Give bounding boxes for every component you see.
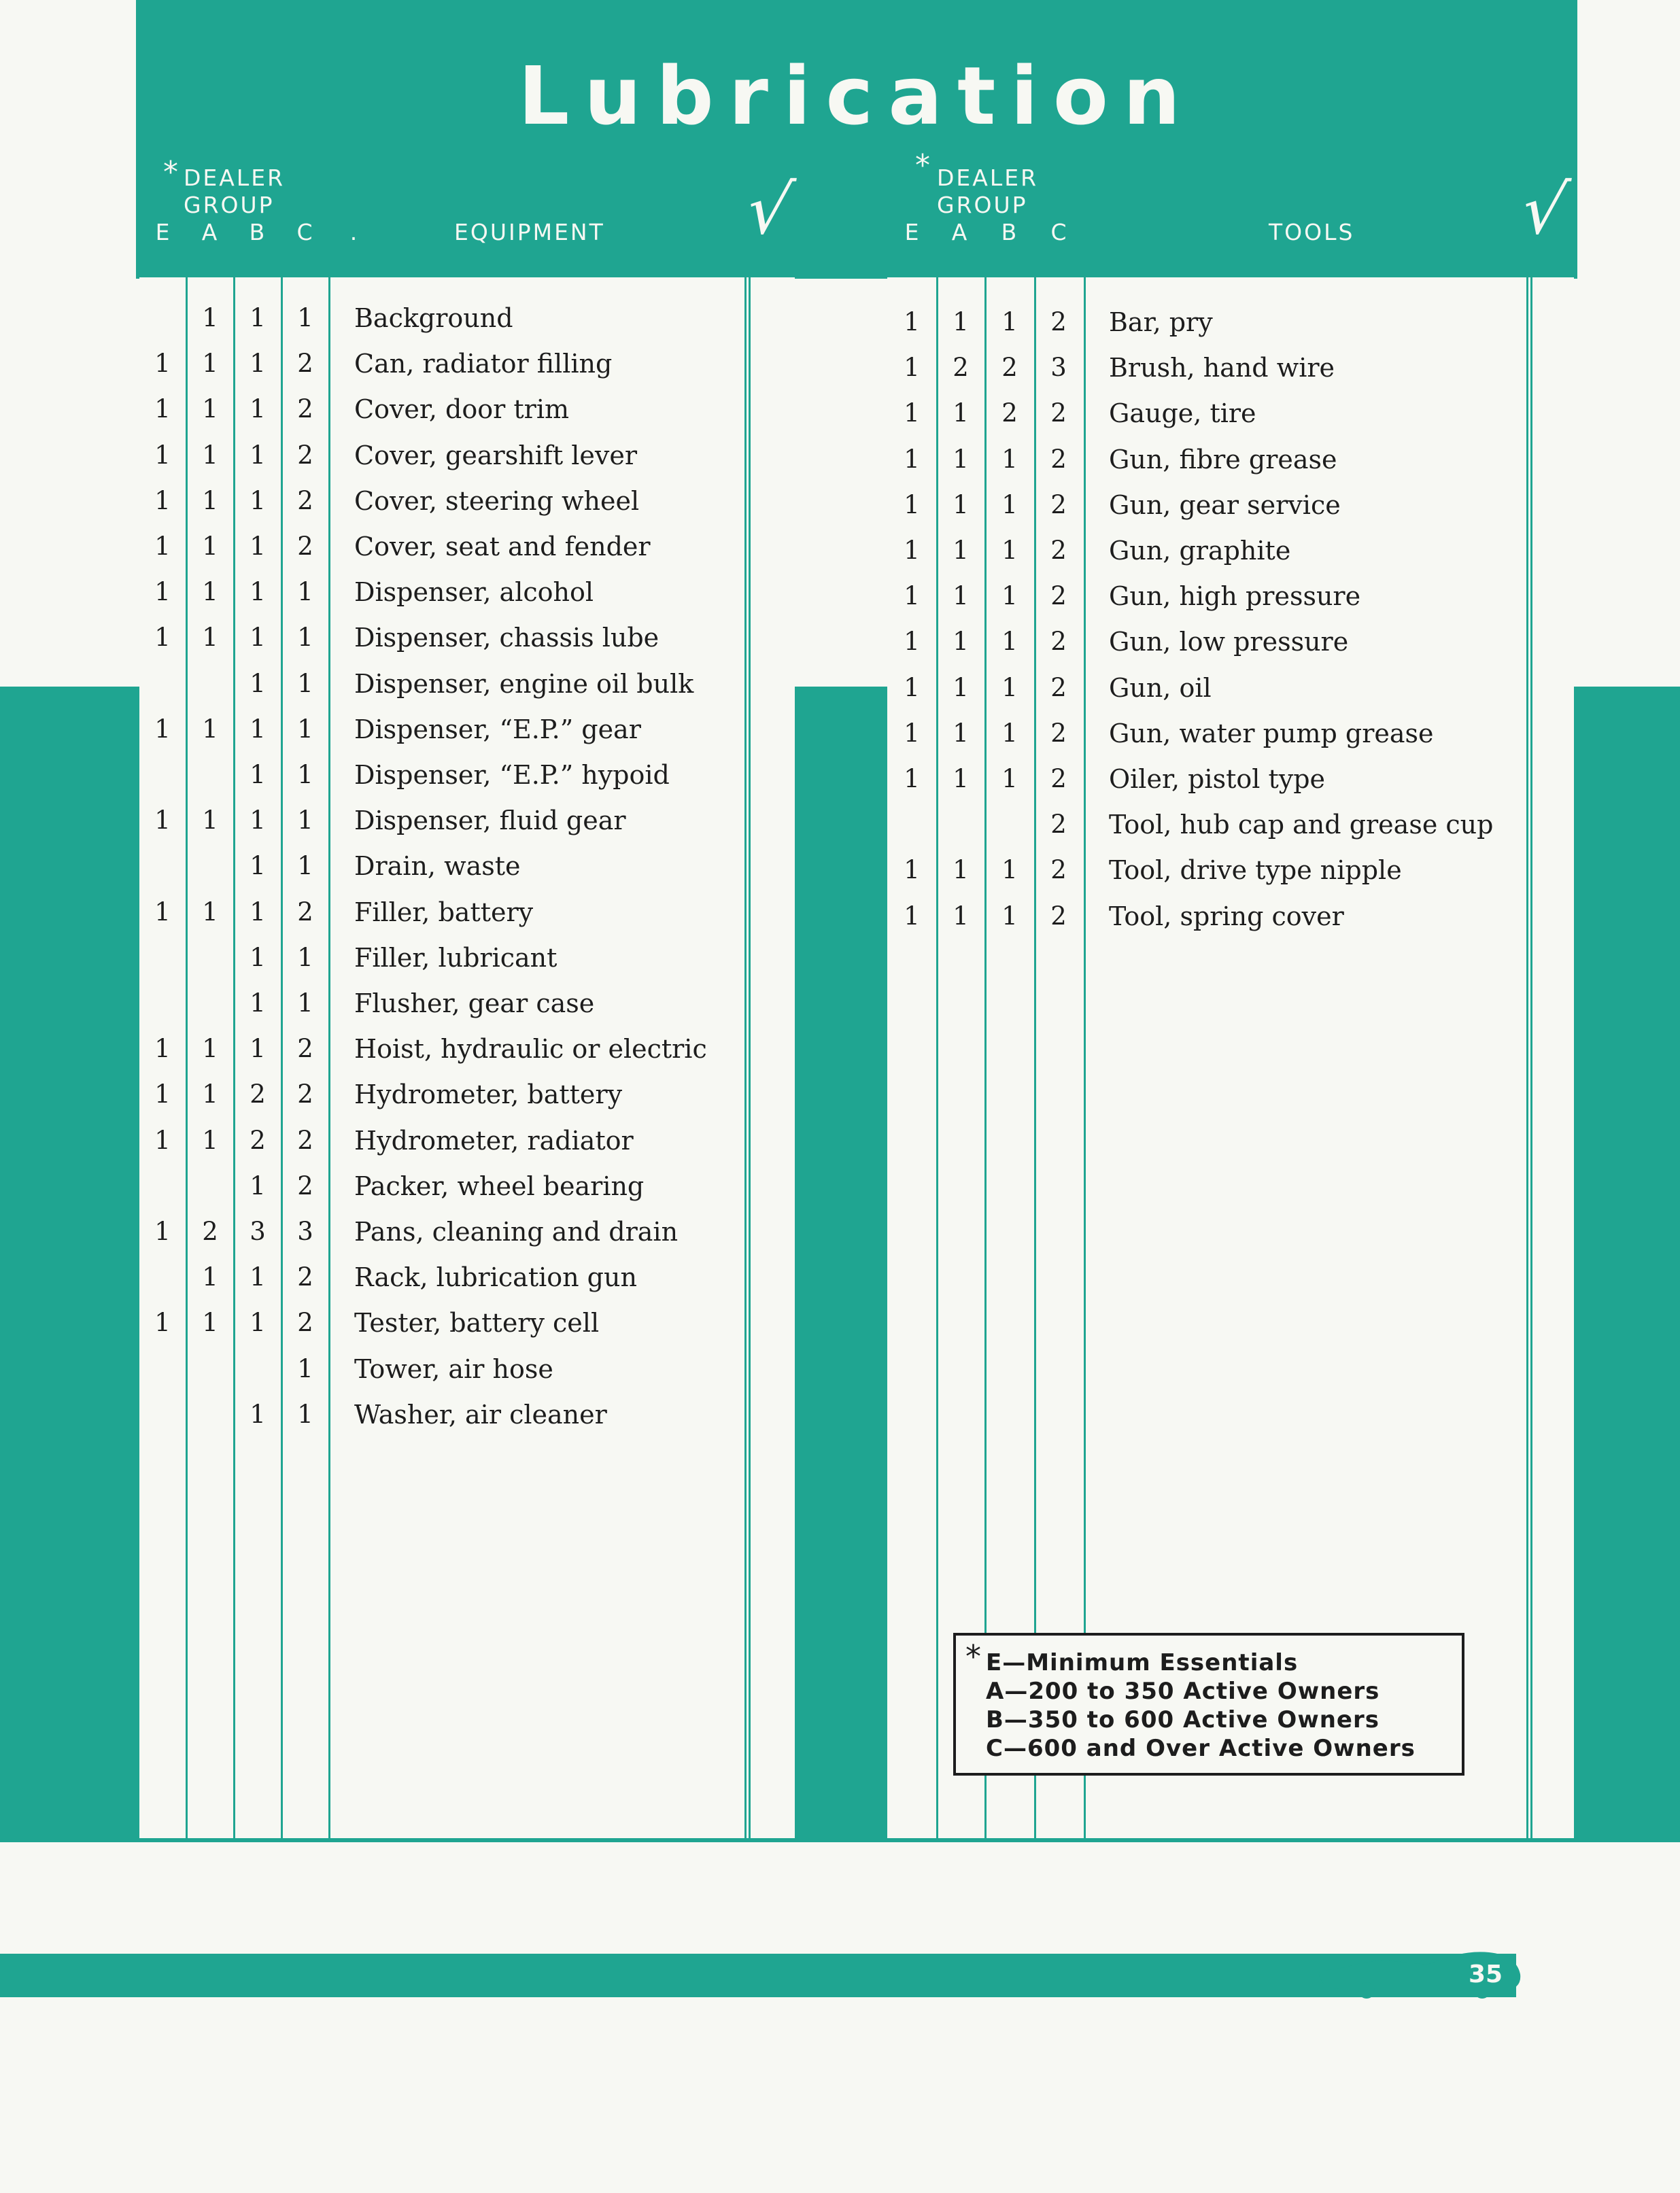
group-c-quantity: 3 [1050,353,1067,383]
header-star-right: * [915,148,930,183]
table-row [139,299,795,344]
table-row [887,303,1574,348]
group-e-quantity: 1 [904,901,920,931]
group-c-quantity: 1 [297,988,313,1018]
page-title: Lubrication [518,49,1195,143]
dealer-label-left: DEALER [184,165,286,191]
item-name: Washer, air cleaner [354,1399,607,1430]
group-e-quantity: 1 [154,714,171,744]
group-b-quantity: 1 [250,1262,266,1292]
header-star-left: * [163,155,178,190]
check-mark-right: √ [1515,170,1574,249]
item-name: Tool, hub cap and grease cup [1109,810,1494,840]
group-a-quantity: 1 [953,764,969,793]
item-name: Gun, graphite [1109,536,1291,566]
group-e-quantity: 1 [904,581,920,611]
group-c-quantity: 1 [297,1399,313,1429]
group-a-quantity: 1 [202,303,218,332]
item-name: Brush, hand wire [1109,353,1335,383]
group-c-quantity: 2 [1050,536,1067,565]
group-c-quantity: 1 [297,577,313,607]
table-row [887,851,1574,896]
group-e-quantity: 1 [154,806,171,835]
table-row [139,984,795,1029]
group-b-quantity: 1 [250,1399,266,1429]
group-c-quantity: 2 [297,532,313,561]
group-a-quantity: 1 [953,855,969,885]
group-c-quantity: 2 [1050,627,1067,657]
group-e-quantity: 1 [154,485,171,515]
group-e-quantity: 1 [154,1217,171,1246]
table-row [139,801,795,846]
table-row [139,710,795,755]
group-b-quantity: 1 [250,942,266,972]
group-a-quantity: 1 [202,806,218,835]
item-name: Tester, battery cell [354,1308,600,1339]
group-label-right: GROUP [937,192,1028,218]
table-row [887,577,1574,622]
table-row [139,665,795,710]
group-a-quantity: 1 [953,901,969,931]
group-b-quantity: 1 [1001,444,1018,474]
group-c-quantity: 1 [297,760,313,789]
group-a-quantity: 1 [202,1034,218,1064]
table-row [139,1213,795,1258]
item-name: Can, radiator filling [354,349,613,379]
item-name: Dispenser, alcohol [354,577,594,608]
item-name: Tool, drive type nipple [1109,855,1402,886]
group-b-quantity: 1 [1001,718,1018,748]
item-name: Gauge, tire [1109,398,1256,429]
group-a-quantity: 1 [953,398,969,428]
group-b-quantity: 2 [1001,353,1018,383]
header-dot: . [349,219,358,245]
group-b-quantity: 1 [1001,764,1018,793]
group-b-quantity: 1 [1001,855,1018,885]
group-e-quantity: 1 [154,532,171,561]
group-a-quantity: 1 [202,1125,218,1155]
table-row [139,1122,795,1167]
group-b-quantity: 1 [1001,489,1018,519]
group-a-quantity: 1 [953,444,969,474]
group-a-quantity: 1 [202,1262,218,1292]
group-b-quantity: 1 [1001,536,1018,565]
group-c-quantity: 2 [297,1308,313,1338]
table-row [139,1258,795,1303]
group-c-quantity: 2 [1050,672,1067,702]
group-b-quantity: 1 [250,1171,266,1201]
group-b-quantity: 1 [1001,581,1018,611]
group-c-quantity: 2 [1050,718,1067,748]
group-c-quantity: 2 [297,440,313,470]
item-name: Hydrometer, radiator [354,1125,634,1156]
group-a-quantity: 1 [953,718,969,748]
letter-c: C [296,219,313,245]
item-name: Cover, gearshift lever [354,440,637,470]
group-b-quantity: 1 [250,485,266,515]
group-a-quantity: 1 [202,485,218,515]
table-row [887,441,1574,485]
group-e-quantity: 1 [904,764,920,793]
group-b-quantity: 2 [1001,398,1018,428]
group-b-quantity: 1 [250,1308,266,1338]
item-name: Rack, lubrication gun [354,1262,637,1293]
table-row [887,532,1574,576]
group-e-quantity: 1 [904,353,920,383]
item-name: Drain, waste [354,851,521,882]
group-b-quantity: 1 [1001,307,1018,336]
item-name: Tower, air hose [354,1353,553,1384]
table-row [139,756,795,801]
group-b-quantity: 1 [250,988,266,1018]
group-a-quantity: 1 [202,714,218,744]
group-b-quantity: 2 [250,1080,266,1109]
group-a-quantity: 1 [953,672,969,702]
footer-band [0,1954,1516,1997]
group-a-quantity: 1 [202,623,218,653]
group-e-quantity: 1 [904,627,920,657]
legend-line-a: A—200 to 350 Active Owners [986,1678,1380,1705]
group-b-quantity: 1 [250,851,266,881]
item-name: Bar, pry [1109,307,1213,337]
group-a-quantity: 1 [953,489,969,519]
item-name: Dispenser, engine oil bulk [354,668,694,699]
page-number: 35 [1469,1961,1503,1988]
table-row [139,893,795,938]
legend-line-b: B—350 to 600 Active Owners [986,1706,1379,1733]
item-name: Gun, water pump grease [1109,718,1434,748]
group-c-quantity: 2 [297,1171,313,1201]
legend-line-e: E—Minimum Essentials [986,1649,1299,1676]
table-row [887,806,1574,850]
group-e-quantity: 1 [904,718,920,748]
group-c-quantity: 1 [297,851,313,881]
item-name: Hoist, hydraulic or electric [354,1034,707,1065]
group-c-quantity: 1 [297,623,313,653]
letter-a: A [201,219,218,245]
group-c-quantity: 2 [1050,307,1067,336]
item-name: Gun, fibre grease [1109,444,1337,474]
group-a-quantity: 1 [953,581,969,611]
group-a-quantity: 1 [202,577,218,607]
group-c-quantity: 2 [297,394,313,424]
table-row [887,486,1574,531]
group-c-quantity: 3 [297,1217,313,1246]
group-a-quantity: 1 [202,394,218,424]
table-row [139,390,795,435]
group-e-quantity: 1 [154,1080,171,1109]
group-e-quantity: 1 [904,489,920,519]
group-a-quantity: 1 [202,440,218,470]
table-row [887,714,1574,759]
group-c-quantity: 1 [297,806,313,835]
equipment-header: EQUIPMENT [454,219,605,245]
group-e-quantity: 1 [154,440,171,470]
group-c-quantity: 2 [297,1080,313,1109]
group-e-quantity: 1 [904,536,920,565]
item-name: Flusher, gear case [354,988,595,1018]
item-name: Gun, high pressure [1109,581,1361,612]
group-e-quantity: 1 [154,1125,171,1155]
group-e-quantity: 1 [154,1308,171,1338]
group-a-quantity: 1 [202,532,218,561]
group-c-quantity: 2 [1050,855,1067,885]
group-b-quantity: 1 [250,303,266,332]
table-row [139,345,795,390]
table-row [139,619,795,663]
letter-c: C [1050,219,1067,245]
group-a-quantity: 1 [953,627,969,657]
group-b-quantity: 3 [250,1217,266,1246]
group-e-quantity: 1 [154,1034,171,1064]
item-name: Gun, oil [1109,672,1212,703]
letter-e: E [904,219,919,245]
table-row [887,760,1574,805]
item-name: Packer, wheel bearing [354,1171,645,1201]
group-a-quantity: 2 [202,1217,218,1246]
group-e-quantity: 1 [154,623,171,653]
letter-e: E [155,219,170,245]
group-c-quantity: 2 [1050,901,1067,931]
group-c-quantity: 2 [1050,444,1067,474]
group-a-quantity: 1 [202,1308,218,1338]
item-name: Hydrometer, battery [354,1080,623,1110]
group-c-quantity: 2 [297,349,313,379]
group-b-quantity: 1 [250,897,266,927]
group-b-quantity: 1 [250,532,266,561]
letter-b: B [249,219,265,245]
item-name: Tool, spring cover [1109,901,1344,931]
group-c-quantity: 2 [297,1125,313,1155]
table-row [139,1396,795,1440]
group-a-quantity: 2 [953,353,969,383]
group-b-quantity: 1 [250,623,266,653]
group-b-quantity: 1 [250,668,266,698]
group-e-quantity: 1 [904,855,920,885]
table-row [887,349,1574,394]
group-c-quantity: 2 [1050,810,1067,840]
group-b-quantity: 1 [250,760,266,789]
table-row [887,897,1574,942]
group-a-quantity: 1 [202,897,218,927]
table-row [139,528,795,572]
group-b-quantity: 1 [1001,672,1018,702]
group-e-quantity: 1 [904,672,920,702]
group-c-quantity: 2 [297,1262,313,1292]
group-c-quantity: 2 [1050,489,1067,519]
group-b-quantity: 1 [250,440,266,470]
group-e-quantity: 1 [904,307,920,336]
check-mark-left: √ [740,170,799,249]
group-c-quantity: 1 [297,942,313,972]
group-e-quantity: 1 [154,394,171,424]
item-name: Gun, low pressure [1109,627,1349,657]
legend-line-c: C—600 and Over Active Owners [986,1735,1416,1762]
group-b-quantity: 1 [250,394,266,424]
group-b-quantity: 1 [250,349,266,379]
group-e-quantity: 1 [154,897,171,927]
group-a-quantity: 1 [953,536,969,565]
group-a-quantity: 1 [202,349,218,379]
item-name: Dispenser, chassis lube [354,623,659,653]
group-c-quantity: 1 [297,714,313,744]
group-legend [953,1633,1464,1776]
item-name: Dispenser, “E.P.” gear [354,714,641,744]
table-row [139,1304,795,1349]
dealer-label-right: DEALER [937,165,1039,191]
table-row [887,669,1574,714]
item-name: Cover, seat and fender [354,532,651,562]
group-b-quantity: 1 [1001,901,1018,931]
group-b-quantity: 1 [250,1034,266,1064]
group-e-quantity: 1 [904,398,920,428]
item-name: Background [354,303,513,333]
group-c-quantity: 1 [297,303,313,332]
table-row [887,394,1574,439]
group-c-quantity: 1 [297,1353,313,1383]
table-row [139,1167,795,1212]
equipment-table [139,277,795,1838]
table-row [887,623,1574,668]
group-e-quantity: 1 [904,444,920,474]
group-b-quantity: 2 [250,1125,266,1155]
group-b-quantity: 1 [250,714,266,744]
group-c-quantity: 2 [1050,764,1067,793]
group-b-quantity: 1 [250,806,266,835]
table-row [139,1350,795,1395]
letter-a: A [951,219,967,245]
table-row [139,847,795,892]
item-name: Filler, battery [354,897,534,927]
group-c-quantity: 2 [297,485,313,515]
item-name: Cover, door trim [354,394,570,425]
tools-header: TOOLS [1269,219,1355,245]
letter-b: B [1001,219,1017,245]
tools-table [887,277,1574,1838]
group-c-quantity: 2 [297,897,313,927]
table-row [139,436,795,481]
group-a-quantity: 1 [202,1080,218,1109]
item-name: Cover, steering wheel [354,485,640,516]
group-e-quantity: 1 [154,577,171,607]
legend-star: * [965,1638,981,1675]
group-b-quantity: 1 [250,577,266,607]
group-c-quantity: 2 [1050,581,1067,611]
item-name: Gun, gear service [1109,489,1341,520]
table-row [139,1030,795,1075]
group-c-quantity: 2 [1050,398,1067,428]
group-e-quantity: 1 [154,349,171,379]
group-a-quantity: 1 [953,307,969,336]
table-row [139,482,795,527]
table-row [139,939,795,984]
table-row [139,1075,795,1120]
group-c-quantity: 2 [297,1034,313,1064]
item-name: Dispenser, fluid gear [354,806,626,836]
group-c-quantity: 1 [297,668,313,698]
item-name: Dispenser, “E.P.” hypoid [354,760,670,790]
item-name: Pans, cleaning and drain [354,1217,679,1247]
table-row [139,573,795,618]
item-name: Filler, lubricant [354,942,558,973]
group-b-quantity: 1 [1001,627,1018,657]
item-name: Oiler, pistol type [1109,764,1326,794]
group-label-left: GROUP [184,192,275,218]
